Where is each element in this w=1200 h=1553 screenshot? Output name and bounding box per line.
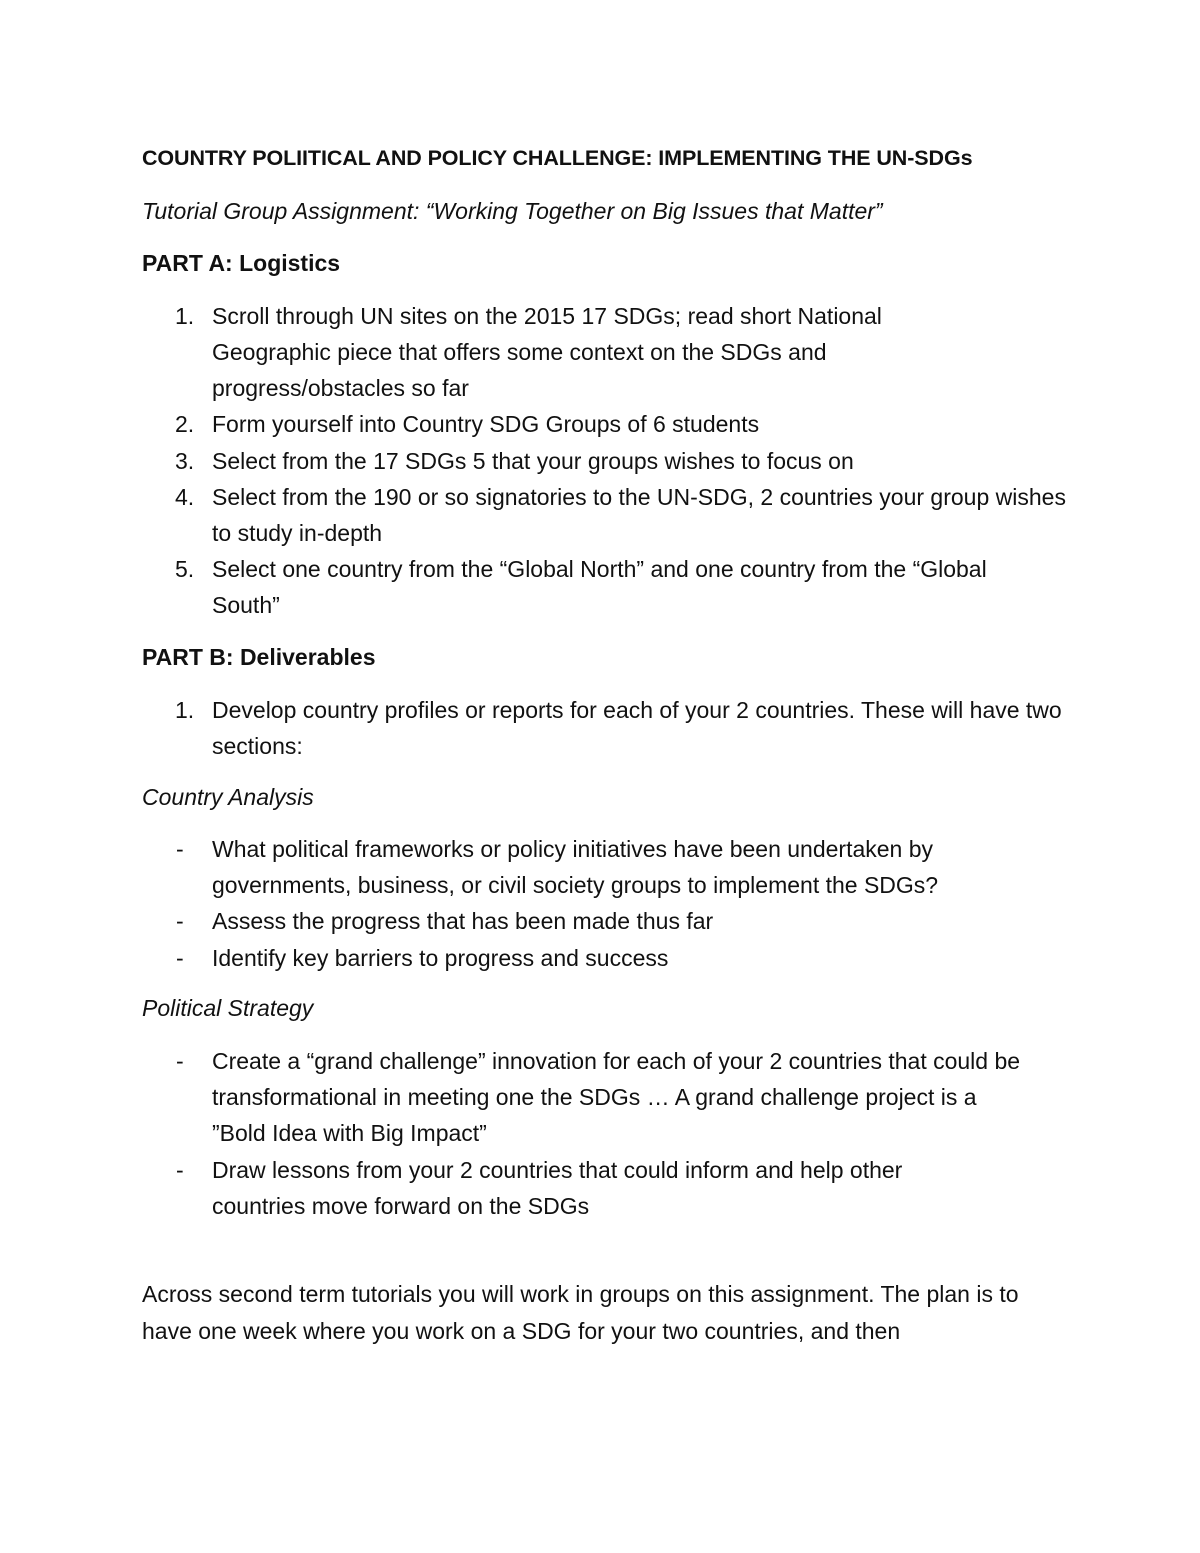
list-marker: 1. [175, 303, 195, 329]
list-item-text: Draw lessons from your 2 countries that could inform and help other countries move forward on the SDGs [212, 1157, 903, 1219]
country-analysis-heading: Country Analysis [142, 784, 314, 810]
country-analysis-item-1 [142, 831, 1102, 903]
list-item-text: Select from the 190 or so signatories to the UN-SDG, 2 countries your group wishes to study in-depth [212, 484, 1066, 546]
country-analysis-item-3 [142, 940, 1102, 976]
list-marker: 2. [175, 411, 195, 437]
list-marker: - [176, 1048, 184, 1074]
part-a-item-2 [142, 406, 1102, 442]
list-item-text: Select one country from the “Global North” and one country from the “Global South” [212, 556, 987, 618]
list-item-text: What political frameworks or policy initiatives have been undertaken by governments, business, or civil society groups to implement the SDGs? [212, 836, 939, 898]
political-strategy-heading: Political Strategy [142, 995, 314, 1021]
political-strategy-item-2 [142, 1152, 1102, 1224]
list-marker: 3. [175, 448, 195, 474]
list-marker: 5. [175, 556, 195, 582]
list-marker: 4. [175, 484, 195, 510]
list-item-text: Assess the progress that has been made thus far [212, 908, 714, 934]
list-marker: - [176, 1157, 184, 1183]
list-marker: - [176, 908, 184, 934]
list-item-text: Develop country profiles or reports for each of your 2 countries. These will have two sections: [212, 697, 1062, 759]
part-b-heading: PART B: Deliverables [142, 644, 376, 670]
part-a-item-1 [142, 298, 1102, 406]
list-marker: 1. [175, 697, 195, 723]
part-a-item-5 [142, 551, 1102, 623]
closing-paragraph: Across second term tutorials you will work in groups on this assignment. The plan is to have one week where you work on a SDG for your two countries, and then [142, 1281, 1019, 1344]
country-analysis-item-2 [142, 903, 1102, 939]
part-a-heading: PART A: Logistics [142, 250, 341, 276]
document-subtitle: Tutorial Group Assignment: “Working Together on Big Issues that Matter” [142, 198, 883, 224]
list-item-text: Scroll through UN sites on the 2015 17 SDGs; read short National Geographic piece that offers some context on the SDGs and progress/obstacles so far [212, 303, 882, 401]
list-item-text: Identify key barriers to progress and success [212, 945, 669, 971]
part-a-item-3 [142, 443, 1102, 479]
document-title: COUNTRY POLIITICAL AND POLICY CHALLENGE: IMPLEMENTING THE UN-SDGs [142, 146, 973, 170]
part-b-item-1 [142, 692, 1102, 764]
part-a-item-4 [142, 479, 1102, 551]
list-item-text: Select from the 17 SDGs 5 that your groups wishes to focus on [212, 448, 854, 474]
list-item-text: Create a “grand challenge” innovation for each of your 2 countries that could be transformational in meeting one the SDGs … A grand challenge project is a ”Bold Idea with Big Impact” [212, 1048, 1021, 1146]
list-marker: - [176, 945, 184, 971]
political-strategy-item-1 [142, 1043, 1102, 1151]
list-marker: - [176, 836, 184, 862]
list-item-text: Form yourself into Country SDG Groups of 6 students [212, 411, 760, 437]
